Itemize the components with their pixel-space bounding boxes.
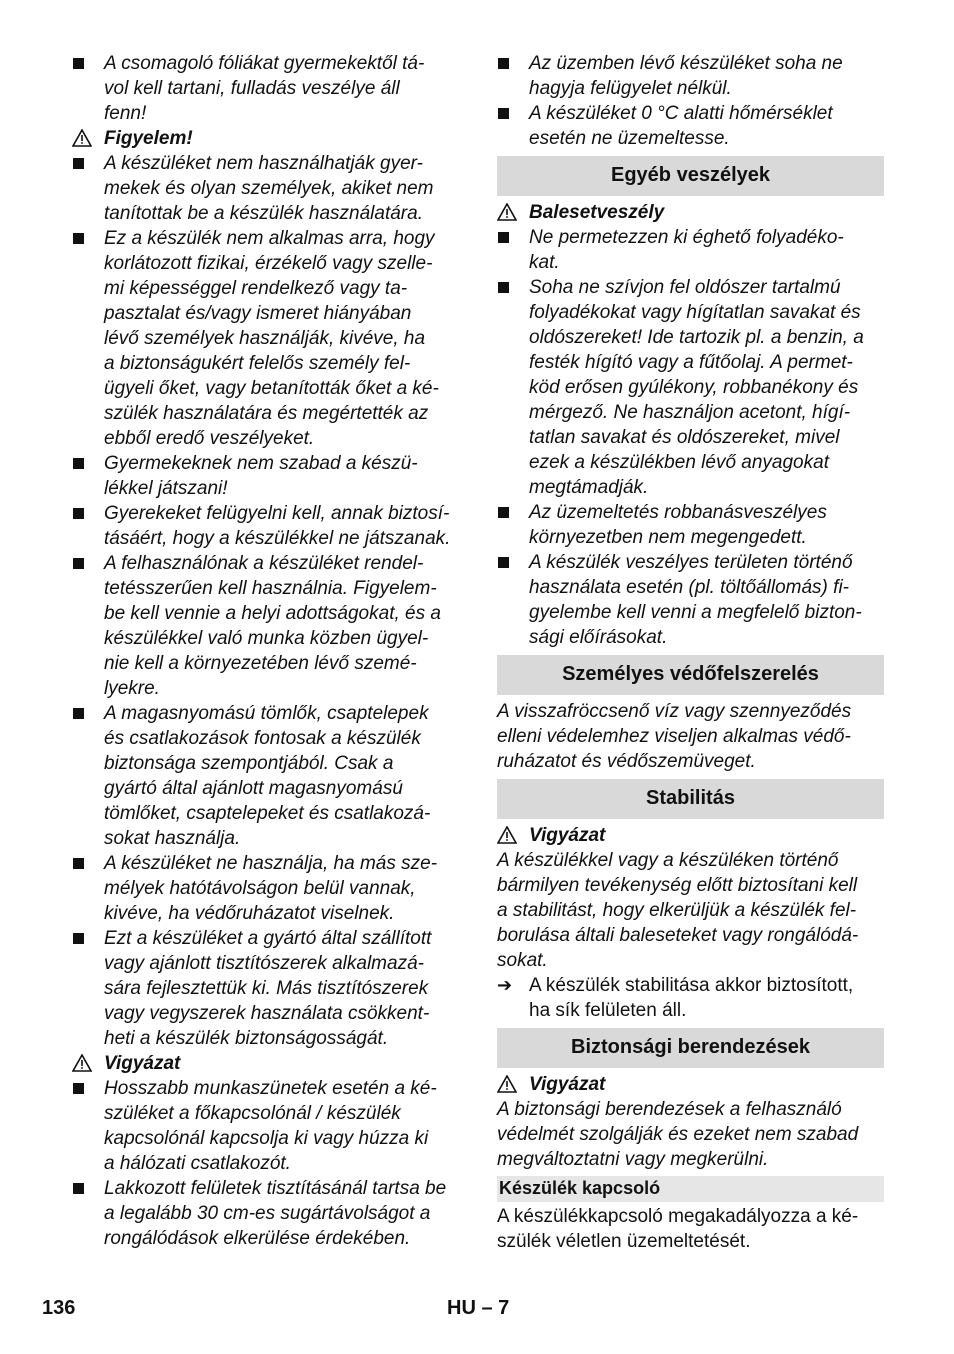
square-bullet-icon xyxy=(498,507,509,518)
arrow-right-icon: ➔ xyxy=(497,975,513,995)
page-number: 136 xyxy=(42,1297,76,1319)
list-item xyxy=(497,101,884,151)
square-bullet-icon xyxy=(73,558,84,569)
list-item xyxy=(497,225,884,275)
list-item xyxy=(72,451,460,501)
list-item-text: Gyerekeket felügyelni kell, annak biztosí- tásáért, hogy a készülékkel ne játszanak. xyxy=(104,503,451,549)
warning-biztonsagi-label: Vigyázat xyxy=(529,1074,606,1095)
left-list-c xyxy=(72,1076,460,1251)
list-item-text: A felhasználónak a készüléket rendel- tetésszerűen kell használnia. Figyelem- be kell vennie a helyi adottságokat, és a készülékkel való munka közben ügyel- nie kell a környezetében lévő szemé- lyekre. xyxy=(104,553,441,699)
paragraph-biztonsagi: A biztonsági berendezések a felhasználó védelmét szolgálják és ezeket nem szabad megváltoztatni vagy megkerülni. xyxy=(497,1099,859,1170)
list-item xyxy=(497,51,884,101)
list-item xyxy=(497,275,884,500)
list-item xyxy=(72,1176,460,1251)
warning-balesetveszely xyxy=(497,200,884,225)
list-item-text: A készüléket nem használhatják gyer- mekek és olyan személyek, akiket nem tanítottak be a készülék használatára. xyxy=(104,153,434,224)
warning-triangle-icon xyxy=(497,826,517,844)
warning-vigyazat-label: Vigyázat xyxy=(104,1053,181,1074)
square-bullet-icon xyxy=(498,557,509,568)
page-label: HU – 7 xyxy=(447,1297,510,1319)
section-heading-biztonsagi: Biztonsági berendezések xyxy=(497,1028,884,1068)
square-bullet-icon xyxy=(73,508,84,519)
list-item xyxy=(72,1076,460,1176)
right-list-b xyxy=(497,225,884,650)
warning-figyelem-label: Figyelem! xyxy=(104,128,193,149)
list-item xyxy=(72,226,460,451)
square-bullet-icon xyxy=(73,58,84,69)
left-column xyxy=(72,51,460,1251)
list-item-text: Ne permetezzen ki éghető folyadéko- kat. xyxy=(529,227,844,273)
square-bullet-icon xyxy=(73,458,84,469)
list-item-text: Soha ne szívjon fel oldószer tartalmú folyadékokat vagy hígítatlan savakat és oldószereket! Ide tartozik pl. a benzin, a festék hígító vagy a fűtőolaj. A permet- köd erősen gyúlékony, robbanékony és mérgező. Ne használjon acetont, hígí- tatlan savakat és oldószereket, mivel ezek a készülékben lévő anyagokat megtámadják. xyxy=(529,277,864,498)
warning-biztonsagi xyxy=(497,1072,884,1097)
square-bullet-icon xyxy=(498,282,509,293)
right-list-a xyxy=(497,51,884,151)
list-item xyxy=(72,926,460,1051)
paragraph-szemelyes: A visszafröccsenő víz vagy szennyeződés elleni védelemhez viseljen alkalmas védő- ruházatot és védőszemüveget. xyxy=(497,701,852,772)
list-item-text: Lakkozott felületek tisztításánál tartsa be a legalább 30 cm-es sugártávolságot a rongálódások elkerülése érdekében. xyxy=(104,1178,447,1249)
list-item-text: A készülék veszélyes területen történő használata esetén (pl. töltőállomás) fi- gyelembe kell venni a megfelelő bizton- sági előírásokat. xyxy=(529,552,862,648)
list-item xyxy=(72,151,460,226)
left-list-b xyxy=(72,151,460,1051)
section-heading-egyeb: Egyéb veszélyek xyxy=(497,156,884,196)
paragraph-stabilitas: A készülékkel vagy a készüléken történő bármilyen tevékenység előtt biztosítani kell a stabilitást, hogy elkerüljük a készülék fel- borulása általi baleseteket vagy rongálódá- sokat. xyxy=(497,850,859,971)
warning-vigyazat xyxy=(72,1051,460,1076)
warning-stabilitas xyxy=(497,823,884,848)
square-bullet-icon xyxy=(498,58,509,69)
list-item xyxy=(72,701,460,851)
list-item xyxy=(497,550,884,650)
arrow-item-text: A készülék stabilitása akkor biztosított, ha sík felületen áll. xyxy=(529,975,854,1021)
warning-balesetveszely-label: Balesetveszély xyxy=(529,202,665,223)
square-bullet-icon xyxy=(73,233,84,244)
list-item xyxy=(72,551,460,701)
list-item-text: Ezt a készüléket a gyártó által szállított vagy ajánlott tisztítószerek alkalmazá- sára fejlesztettük ki. Más tisztítószerek vagy vegyszerek használata csökkent- heti a készülék biztonságosságát. xyxy=(104,928,432,1049)
square-bullet-icon xyxy=(73,933,84,944)
list-item-text: Gyermekeknek nem szabad a készü- lékkel játszani! xyxy=(104,453,418,499)
warning-figyelem xyxy=(72,126,460,151)
section-heading-szemelyes: Személyes védőfelszerelés xyxy=(497,655,884,695)
list-item xyxy=(72,501,460,551)
section-heading-stabilitas: Stabilitás xyxy=(497,779,884,819)
square-bullet-icon xyxy=(73,158,84,169)
square-bullet-icon xyxy=(73,1083,84,1094)
square-bullet-icon xyxy=(498,108,509,119)
list-item-text: Az üzemeltetés robbanásveszélyes környezetben nem megengedett. xyxy=(529,502,827,548)
list-item xyxy=(72,851,460,926)
square-bullet-icon xyxy=(498,232,509,243)
list-item-text: Ez a készülék nem alkalmas arra, hogy korlátozott fizikai, érzékelő vagy szelle- mi képességgel rendelkező vagy ta- pasztalat és/vagy ismeret hiányában lévő személyek használják, kivéve, ha a biztonságukért felelős személy fel- ügyeli őket, vagy betanították őket a ké- szülék használatára és megértették az ebből eredő veszélyeket. xyxy=(104,228,439,449)
warning-stabilitas-label: Vigyázat xyxy=(529,825,606,846)
warning-triangle-icon xyxy=(497,203,517,221)
square-bullet-icon xyxy=(73,708,84,719)
paragraph-kapcsolo: A készülékkapcsoló megakadályozza a ké- szülék véletlen üzemeltetését. xyxy=(497,1206,859,1252)
square-bullet-icon xyxy=(73,1183,84,1194)
list-item-text: Hosszabb munkaszünetek esetén a ké- szüléket a főkapcsolónál / készülék kapcsolónál kapcsolja ki vagy húzza ki a hálózati csatlakozót. xyxy=(104,1078,437,1174)
square-bullet-icon xyxy=(73,858,84,869)
left-list-a xyxy=(72,51,460,126)
arrow-item-stabilitas xyxy=(497,973,884,1023)
list-item-text: A magasnyomású tömlők, csaptelepek és csatlakozások fontosak a készülék biztonsága szempontjából. Csak a gyártó által ajánlott magasnyomású tömlőket, csaptelepeket és csatlakozá- sokat használja. xyxy=(104,703,431,849)
warning-triangle-icon xyxy=(497,1075,517,1093)
list-item-text: A csomagoló fóliákat gyermekektől tá- vol kell tartani, fulladás veszélye áll fenn! xyxy=(104,53,425,124)
warning-triangle-icon xyxy=(72,1054,92,1072)
list-item-text: A készüléket ne használja, ha más sze- mélyek hatótávolságon belül vannak, kivéve, ha védőruházatot viselnek. xyxy=(104,853,438,924)
warning-triangle-icon xyxy=(72,129,92,147)
list-item-text: A készüléket 0 °C alatti hőmérséklet esetén ne üzemeltesse. xyxy=(529,103,833,149)
list-item-text: Az üzemben lévő készüléket soha ne hagyja felügyelet nélkül. xyxy=(529,53,843,99)
list-item xyxy=(72,51,460,126)
right-column xyxy=(497,51,884,1254)
subheading-keszulek-kapcsolo: Készülék kapcsoló xyxy=(497,1176,884,1202)
list-item xyxy=(497,500,884,550)
